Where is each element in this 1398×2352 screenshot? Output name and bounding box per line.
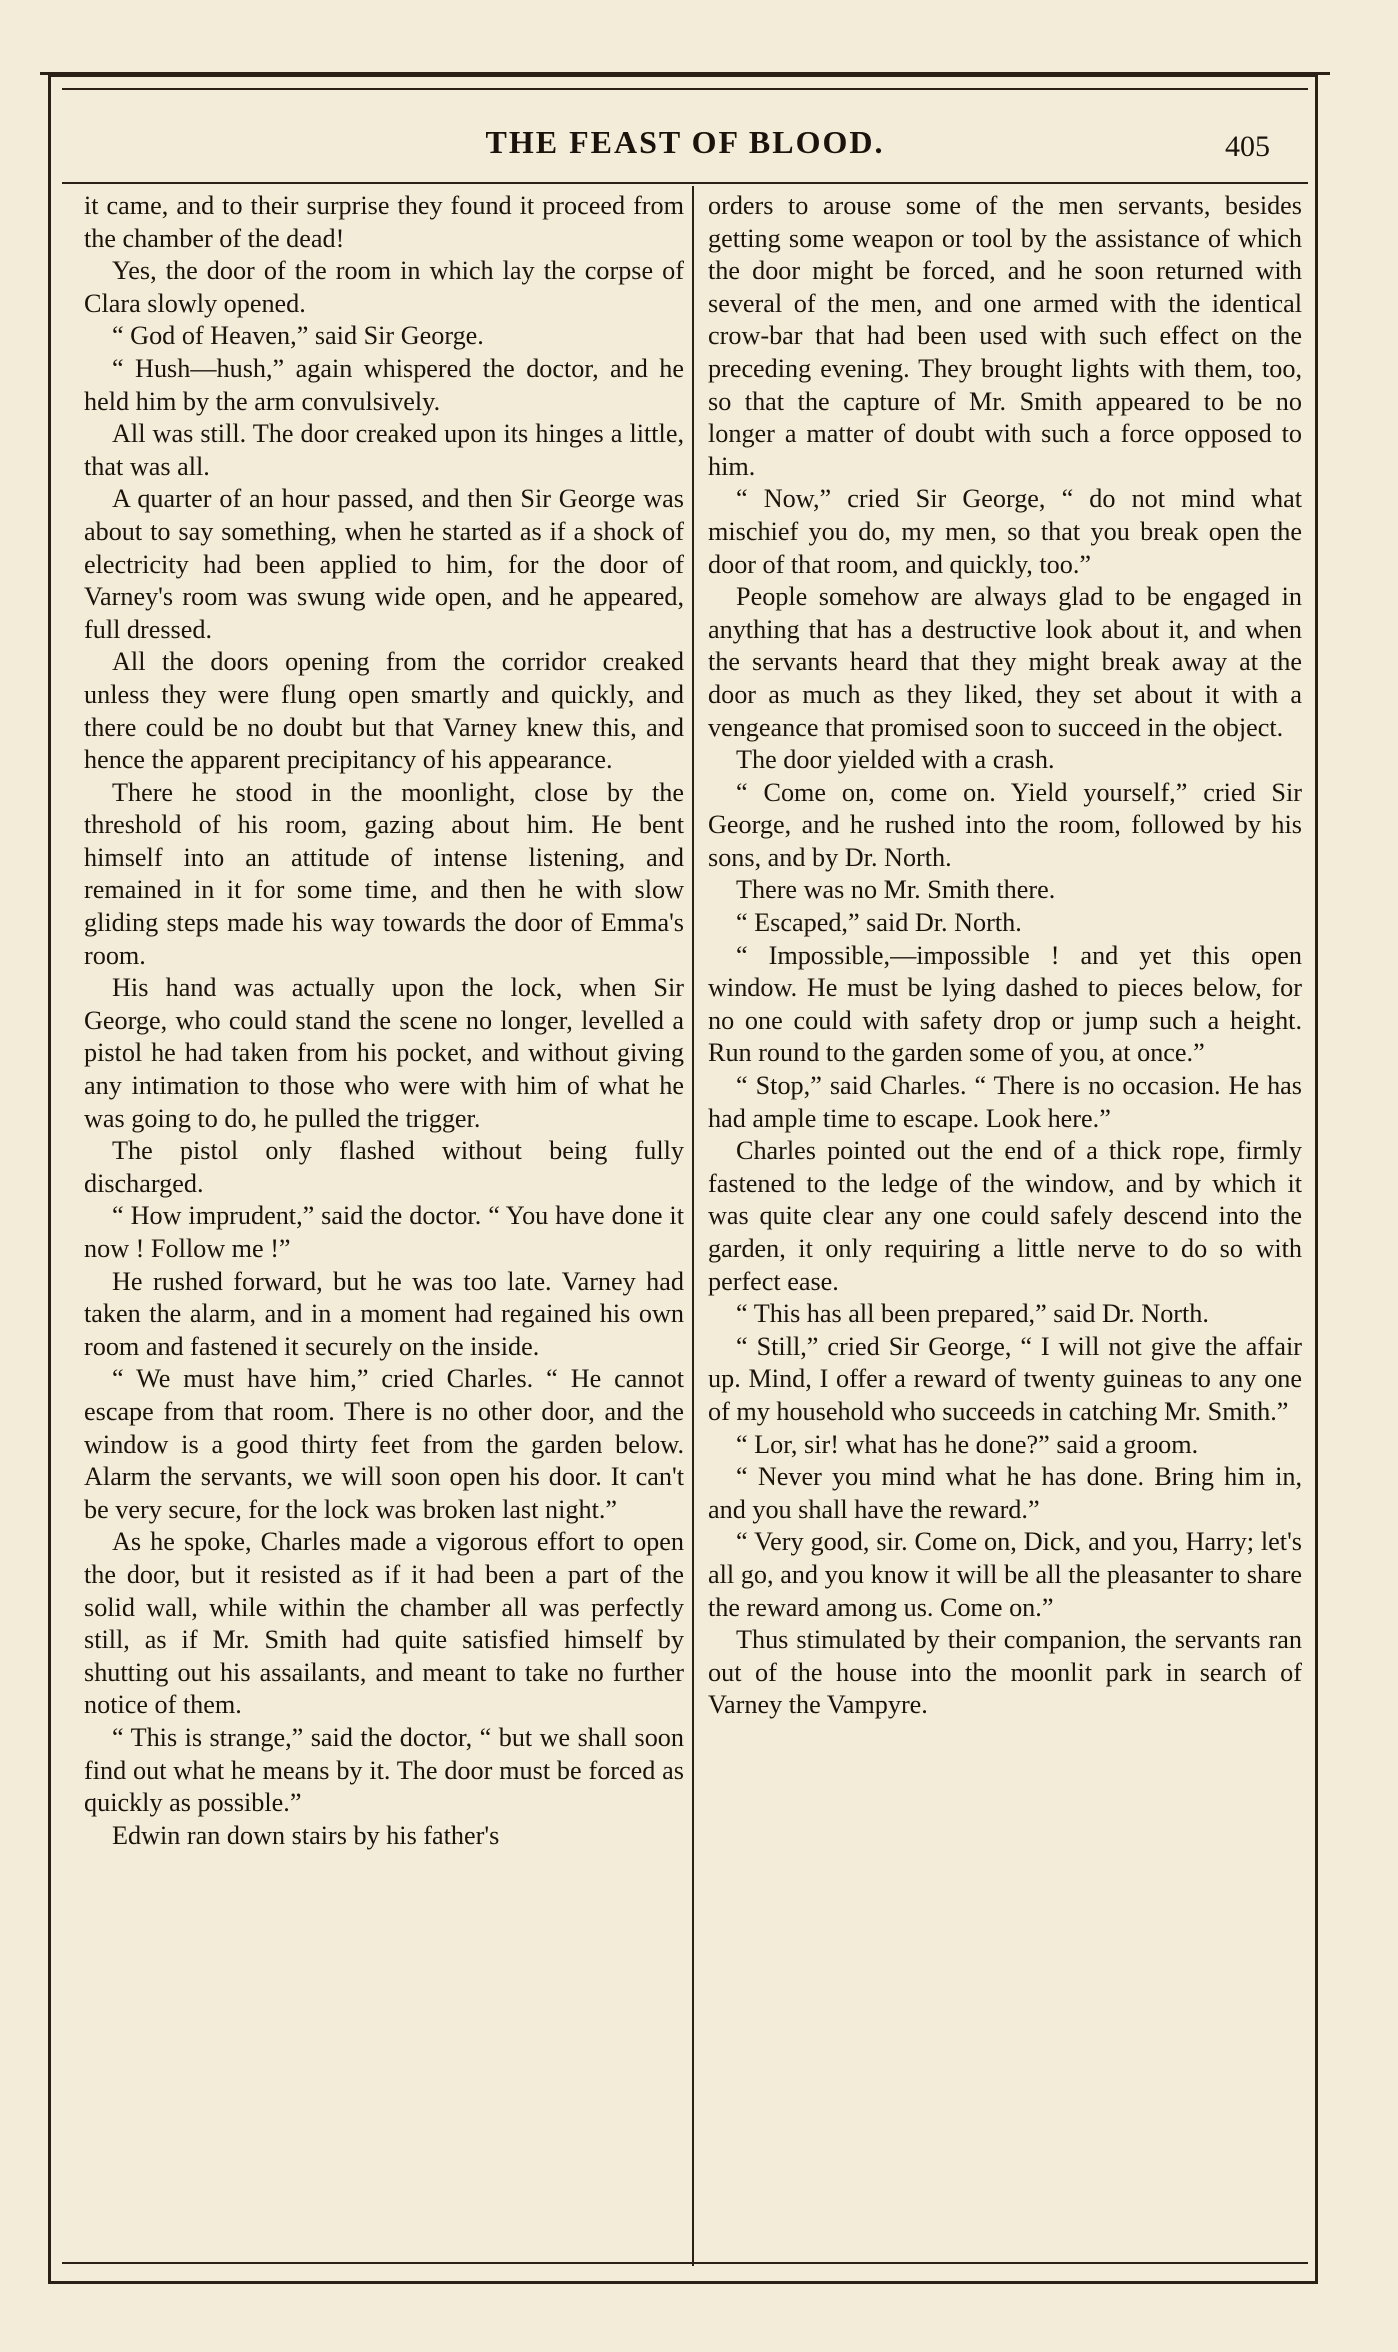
paragraph: “ Lor, sir! what has he done?” said a groom.: [736, 1429, 1199, 1459]
paragraph: People somehow are always glad to be engaged in anything that has a destructive look about it, and when the servants heard that they might break away at the door as much as they liked, they set about it with a vengeance that promised soon to succeed in the object.: [708, 582, 1302, 742]
inner-rule: [62, 88, 1308, 90]
paragraph: All the doors opening from the corridor creaked unless they were flung open smartly and quickly, and there could be no doubt but that Varney knew this, and hence the apparent precipitancy of his appearance.: [84, 647, 684, 775]
paragraph: “ Now,” cried Sir George, “ do not mind what mischief you do, my men, so that you break open the door of that room, and quickly, too.”: [708, 484, 1302, 579]
paragraph: “ This has all been prepared,” said Dr. North.: [736, 1299, 1209, 1329]
paragraph: There he stood in the moonlight, close by the threshold of his room, gazing about him. He bent himself into an attitude of intense listening, and remained in it for some time, and then he with slow gliding steps made his way towards the door of Emma's room.: [84, 777, 684, 970]
right-column: [708, 190, 1302, 1722]
paragraph: “ Impossible,—impossible ! and yet this open window. He must be lying dashed to pieces below, for no one could with safety drop or jump such a height. Run round to the garden some of you, at once.”: [708, 940, 1302, 1068]
paragraph: As he spoke, Charles made a vigorous effort to open the door, but it resisted as if it had been a part of the solid wall, while within the chamber all was perfectly still, as if Mr. Smith had quite satisfied himself by shutting out his assailants, and meant to take no further notice of them.: [84, 1527, 684, 1720]
left-column: [84, 190, 684, 1852]
paragraph: “ Never you mind what he has done. Bring him in, and you shall have the reward.”: [708, 1462, 1302, 1524]
paragraph: The pistol only flashed without being fully discharged.: [84, 1136, 684, 1198]
paragraph: There was no Mr. Smith there.: [736, 875, 1056, 905]
paragraph: The door yielded with a crash.: [736, 745, 1055, 775]
paragraph: A quarter of an hour passed, and then Sir George was about to say something, when he started as if a shock of electricity had been applied to him, for the door of Varney's room was swung wide open, and he appeared, full dressed.: [84, 484, 684, 644]
paragraph: “ How imprudent,” said the doctor. “ You have done it now ! Follow me !”: [84, 1201, 684, 1263]
page-header: [62, 118, 1308, 178]
column-divider: [692, 186, 694, 2266]
paragraph: He rushed forward, but he was too late. Varney had taken the alarm, and in a moment had regained his own room and fastened it securely on the inside.: [84, 1266, 684, 1361]
paragraph: “ Hush—hush,” again whispered the doctor, and he held him by the arm convulsively.: [84, 353, 684, 416]
paragraph: “ Very good, sir. Come on, Dick, and you, Harry; let's all go, and you know it will be all the pleasanter to share the reward among us. Come on.”: [708, 1527, 1302, 1622]
paragraph: His hand was actually upon the lock, when Sir George, who could stand the scene no longer, levelled a pistol he had taken from his pocket, and without giving any intimation to those who were with him of what he was going to do, he pulled the trigger.: [84, 973, 684, 1133]
paragraph: “ Stop,” said Charles. “ There is no occasion. He has had ample time to escape. Look here.”: [708, 1071, 1302, 1133]
paragraph: orders to arouse some of the men servants, besides getting some weapon or tool by the assistance of which the door might be forced, and he soon returned with several of the men, and one armed with the identical crow-bar that had been used with such effect on the preceding evening. They brought lights with them, too, so that the capture of Mr. Smith appeared to be no longer a matter of doubt with such a force opposed to him.: [708, 191, 1302, 481]
paragraph: “ Come on, come on. Yield yourself,” cried Sir George, and he rushed into the room, followed by his sons, and by Dr. North.: [708, 777, 1302, 872]
page-number: 405: [1225, 130, 1270, 163]
paragraph: Thus stimulated by their companion, the servants ran out of the house into the moonlit park in search of Varney the Vampyre.: [708, 1625, 1302, 1720]
paragraph: “ This is strange,” said the doctor, “ but we shall soon find out what he means by it. The door must be forced as quickly as possible.”: [84, 1722, 684, 1818]
paragraph: “ We must have him,” cried Charles. “ He cannot escape from that room. There is no other door, and the window is a good thirty feet from the garden below. Alarm the servants, we will soon open his door. It can't be very secure, for the lock was broken last night.”: [84, 1364, 684, 1524]
paragraph: Yes, the door of the room in which lay the corpse of Clara slowly opened.: [84, 256, 684, 318]
paragraph: All was still. The door creaked upon its hinges a little, that was all.: [84, 419, 684, 481]
paragraph: “ Still,” cried Sir George, “ I will not give the affair up. Mind, I offer a reward of twenty guineas to any one of my household who succeeds in catching Mr. Smith.”: [708, 1331, 1302, 1426]
paragraph: “ Escaped,” said Dr. North.: [736, 908, 1022, 938]
header-rule: [62, 182, 1308, 184]
running-title: THE FEAST OF BLOOD.: [485, 124, 885, 160]
paragraph: Charles pointed out the end of a thick rope, firmly fastened to the ledge of the window, and by which it was quite clear any one could safely descend into the garden, it only requiring a little nerve to do so with perfect ease.: [708, 1136, 1302, 1296]
paragraph: it came, and to their surprise they found it proceed from the chamber of the dead!: [84, 191, 684, 253]
paragraph: Edwin ran down stairs by his father's: [112, 1820, 500, 1850]
paragraph: “ God of Heaven,” said Sir George.: [112, 321, 484, 351]
bottom-rule: [62, 2262, 1308, 2264]
